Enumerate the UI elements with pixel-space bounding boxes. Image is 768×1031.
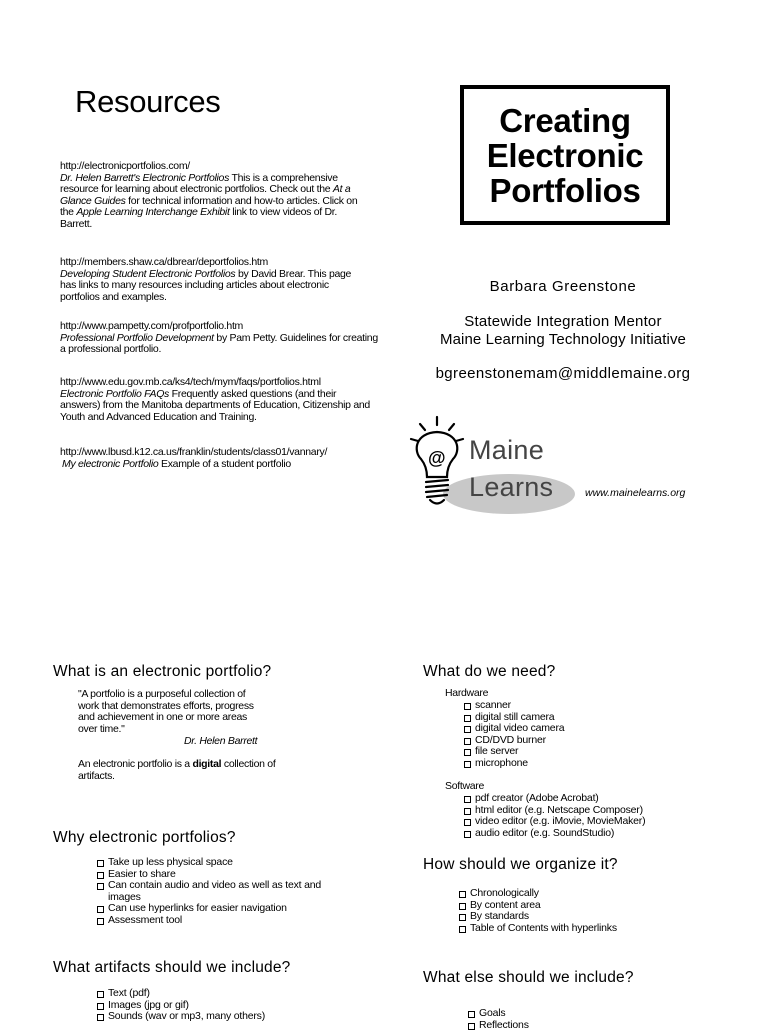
- resource-4-title: Electronic Portfolio FAQs: [60, 387, 170, 400]
- list-item: video editor (e.g. iMovie, MovieMaker): [464, 816, 714, 828]
- resource-2-desc: by David Brear. This page has links to many resources including articles about electronic portfolios and examples.: [60, 267, 352, 303]
- list-item: audio editor (e.g. SoundStudio): [464, 828, 714, 840]
- software-label: Software: [445, 780, 485, 792]
- list-item: Can use hyperlinks for easier navigation: [97, 903, 352, 915]
- definition-post: collection of artifacts.: [78, 758, 276, 782]
- author-name: Barbara Greenstone: [489, 278, 637, 295]
- list-item: By standards: [459, 911, 679, 923]
- resource-1-desc-2: for technical information and how-to articles. Click on the: [60, 194, 358, 218]
- definition-bold: digital: [192, 758, 222, 770]
- resource-1: [60, 161, 360, 230]
- title-line-3: Portfolios: [489, 171, 641, 209]
- list-item: digital still camera: [464, 712, 664, 724]
- list-item: Reflections: [468, 1020, 618, 1031]
- resource-1-desc-1: This is a comprehensive resource for learning about electronic portfolios. Check out the: [60, 171, 338, 195]
- list-item: Take up less physical space: [97, 857, 352, 869]
- resource-3-desc: by Pam Petty. Guidelines for creating a professional portfolio.: [60, 331, 378, 355]
- resource-1-em-1: At a Glance Guides: [60, 183, 351, 207]
- list-item: Sounds (wav or mp3, many others): [97, 1011, 357, 1023]
- list-item: Chronologically: [459, 888, 679, 900]
- resource-2-title: Developing Student Electronic Portfolios: [60, 267, 236, 280]
- resource-3-title: Professional Portfolio Development: [60, 331, 214, 344]
- resource-1-desc-3: link to view videos of Dr. Barrett.: [60, 206, 338, 230]
- why-heading: Why electronic portfolios?: [53, 829, 236, 846]
- list-item: Easier to share: [97, 869, 352, 881]
- portfolio-quote: "A portfolio is a purposeful collection of work that demonstrates efforts, progress and achievement in one or more areas over time.": [78, 688, 254, 735]
- what-is-heading: What is an electronic portfolio?: [53, 663, 272, 680]
- why-list: [97, 857, 352, 927]
- logo-text-maine: Maine: [469, 435, 545, 465]
- list-item: scanner: [464, 700, 664, 712]
- resources-heading: Resources: [75, 84, 221, 119]
- list-item: digital video camera: [464, 723, 664, 735]
- resource-4-url[interactable]: http://www.edu.gov.mb.ca/ks4/tech/mym/faqs/portfolios.html: [60, 376, 321, 388]
- list-item: Images (jpg or gif): [97, 1000, 357, 1012]
- list-item: file server: [464, 746, 664, 758]
- organize-list: [459, 888, 679, 934]
- title-line-1: Creating: [499, 101, 631, 139]
- list-item: Table of Contents with hyperlinks: [459, 923, 679, 935]
- logo-text-learns: Learns: [469, 472, 554, 502]
- definition-pre: An electronic portfolio is a: [78, 758, 193, 770]
- list-item: Text (pdf): [97, 988, 357, 1000]
- resource-1-url[interactable]: http://electronicportfolios.com/: [60, 160, 190, 172]
- list-item: pdf creator (Adobe Acrobat): [464, 793, 714, 805]
- author-role-2: Maine Learning Technology Initiative: [440, 331, 686, 348]
- organize-heading: How should we organize it?: [423, 856, 618, 873]
- portfolio-definition: [78, 759, 298, 782]
- resource-5-desc: Example of a student portfolio: [158, 457, 291, 470]
- resource-2-url[interactable]: http://members.shaw.ca/dbrear/deportfolios.htm: [60, 256, 268, 268]
- resource-1-em-2: Apple Learning Interchange Exhibit: [76, 206, 230, 218]
- title-line-2: Electronic: [486, 136, 644, 174]
- software-list: [464, 793, 714, 839]
- title-box: [460, 85, 670, 225]
- resource-5-url[interactable]: http://www.lbusd.k12.ca.us/franklin/students/class01/vannary/: [60, 446, 328, 458]
- list-item: microphone: [464, 758, 664, 770]
- list-item: By content area: [459, 900, 679, 912]
- resource-4-desc: Frequently asked questions (and their answers) from the Manitoba departments of Education, Citizenship and Youth and Advanced Education and Training.: [60, 387, 370, 423]
- list-item: html editor (e.g. Netscape Composer): [464, 805, 714, 817]
- resource-3-url[interactable]: http://www.pampetty.com/profportfolio.htm: [60, 320, 244, 332]
- resource-5: [60, 447, 380, 470]
- resource-5-title: My electronic Portfolio: [62, 457, 159, 470]
- list-item: CD/DVD burner: [464, 735, 664, 747]
- artifacts-list: [97, 988, 357, 1023]
- author-role-1: Statewide Integration Mentor: [464, 313, 662, 330]
- resource-4: [60, 377, 370, 423]
- list-item: Assessment tool: [97, 915, 352, 927]
- artifacts-heading: What artifacts should we include?: [53, 959, 291, 976]
- website-link[interactable]: www.mainelearns.org: [585, 487, 686, 499]
- resource-1-title: Dr. Helen Barrett's Electronic Portfolios: [60, 171, 230, 184]
- quote-attribution: Dr. Helen Barrett: [184, 735, 258, 747]
- need-heading: What do we need?: [423, 663, 556, 680]
- list-item: Can contain audio and video as well as text and images: [97, 880, 352, 903]
- hardware-list: [464, 700, 664, 770]
- maine-learns-logo: [405, 415, 577, 517]
- else-heading: What else should we include?: [423, 969, 634, 986]
- hardware-label: Hardware: [445, 687, 489, 699]
- author-email[interactable]: bgreenstonemam@middlemaine.org: [435, 365, 691, 382]
- list-item: Goals: [468, 1008, 618, 1020]
- resource-2: [60, 257, 360, 303]
- else-list: [468, 1008, 618, 1031]
- svg-text:@: @: [428, 448, 446, 468]
- resource-3: [60, 321, 380, 356]
